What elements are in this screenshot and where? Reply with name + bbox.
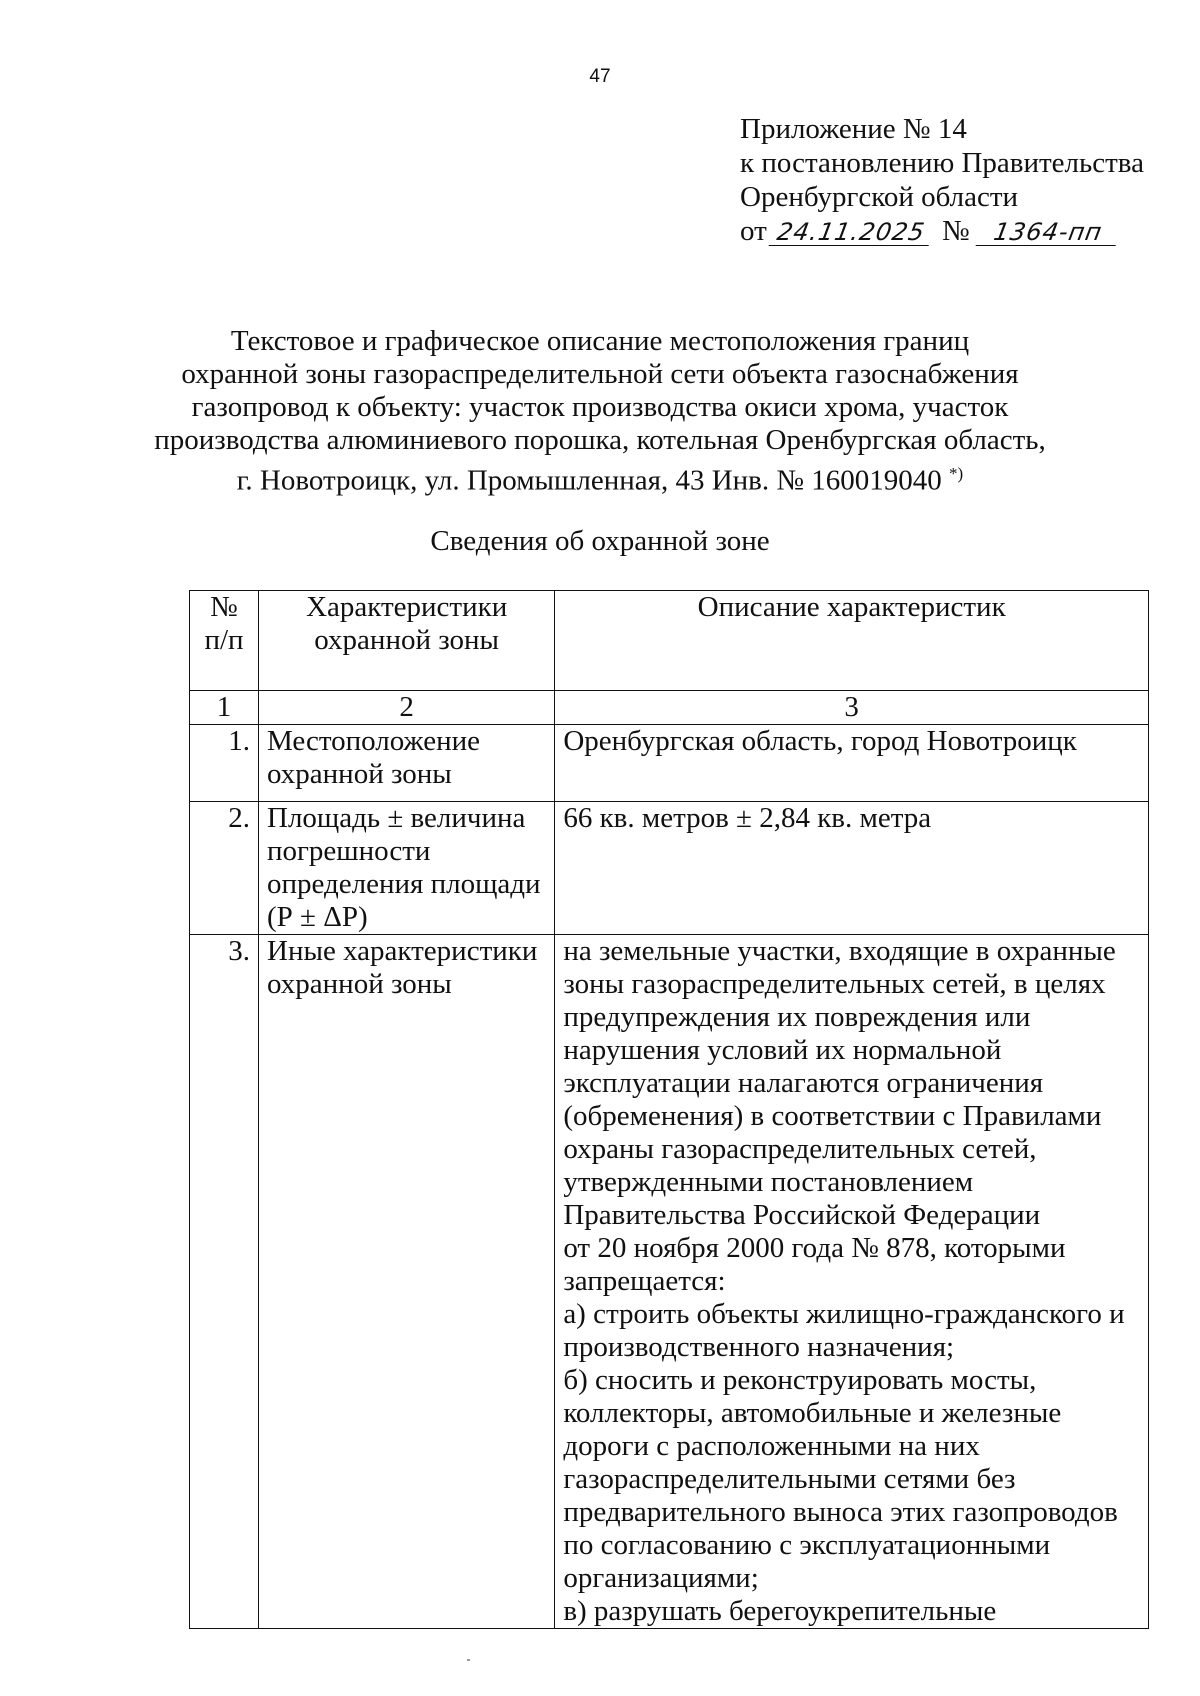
description-line: запрещается: (563, 1265, 726, 1297)
row-characteristic (259, 725, 555, 802)
appendix-header (740, 112, 1144, 248)
description-line: эксплуатации налагаются ограничения (563, 1067, 1044, 1099)
page-number: 47 (589, 66, 611, 87)
header-cell-characteristics (259, 591, 555, 691)
row-index: 2. (190, 802, 259, 935)
description-line: производственного назначения; (563, 1331, 955, 1363)
from-label: от (740, 215, 767, 247)
row-description (555, 802, 1149, 935)
appendix-line-1: Приложение № 14 (740, 113, 967, 145)
table-row (190, 935, 1149, 1629)
header-c1-line: п/п (204, 624, 244, 656)
appendix-line-3: Оренбургской области (740, 181, 1019, 213)
characteristic-line: Иные характеристики (267, 935, 538, 967)
header-cell-number (190, 591, 259, 691)
row-description (555, 725, 1149, 802)
table-row (190, 725, 1149, 802)
characteristic-line: охранной зоны (267, 758, 452, 790)
description-line: дороги с расположенными на них (563, 1430, 980, 1462)
characteristic-line: определения площади (267, 868, 541, 900)
description-line: Оренбургская область, город Новотроицк (563, 725, 1077, 757)
description-line: по согласованию с эксплуатационными (563, 1529, 1051, 1561)
description-line: нарушения условий их нормальной (563, 1034, 1002, 1066)
table-row (190, 802, 1149, 935)
header-c1-line: № (210, 591, 238, 623)
description-line: на земельные участки, входящие в охранные (563, 935, 1116, 967)
row-index: 1. (190, 725, 259, 802)
description-line: организациями; (563, 1562, 759, 1594)
handwritten-number: 1364-пп (975, 219, 1120, 246)
table-header-row (190, 591, 1149, 691)
description-line: б) сносить и реконструировать мосты, (563, 1364, 1037, 1396)
title-line-5-text: г. Новотроицк, ул. Промышленная, 43 Инв. № 160019040 (236, 464, 942, 497)
description-line: от 20 ноября 2000 года № 878, которыми (563, 1232, 1066, 1264)
characteristic-line: Площадь ± величина (267, 802, 526, 834)
header-c2-line: Характеристики (306, 591, 508, 623)
description-line: охраны газораспределительных сетей, (563, 1133, 1037, 1165)
row-characteristic (259, 802, 555, 935)
column-number: 3 (555, 691, 1149, 725)
description-line: (обременения) в соответствии с Правилами (563, 1100, 1102, 1132)
title-line-1: Текстовое и графическое описание местоположения границ (230, 325, 970, 357)
appendix-line-4 (740, 214, 1144, 248)
description-line: предварительного выноса этих газопроводов (563, 1496, 1118, 1528)
scan-speck (467, 1659, 470, 1661)
column-number: 1 (190, 691, 259, 725)
description-line: а) строить объекты жилищно-гражданского и (563, 1298, 1125, 1330)
description-line: Правительства Российской Федерации (563, 1199, 1041, 1231)
protection-zone-table (189, 590, 1149, 1629)
description-line: утвержденными постановлением (563, 1166, 974, 1198)
section-title: Сведения об охранной зоне (430, 525, 770, 557)
description-line: предупреждения их повреждения или (563, 1001, 1031, 1033)
appendix-line-2: к постановлению Правительства (740, 147, 1144, 179)
row-description (555, 935, 1149, 1629)
row-characteristic (259, 935, 555, 1629)
description-line: в) разрушать берегоукрепительные (563, 1595, 997, 1627)
number-label: № (942, 215, 970, 247)
row-index: 3. (190, 935, 259, 1629)
title-line-4: производства алюминиевого порошка, котельная Оренбургская область, (154, 424, 1046, 456)
column-number-row (190, 691, 1149, 725)
characteristic-line: (Р ± ΔР) (267, 901, 368, 933)
title-line-2: охранной зоны газораспределительной сети объекта газоснабжения (181, 358, 1019, 390)
description-line: коллекторы, автомобильные и железные (563, 1397, 1062, 1429)
header-cell-description: Описание характеристик (555, 591, 1149, 691)
column-number: 2 (259, 691, 555, 725)
characteristic-line: Местоположение (267, 725, 480, 757)
footnote-mark: *) (949, 464, 964, 483)
description-line: 66 кв. метров ± 2,84 кв. метра (563, 802, 932, 834)
title-line-5 (150, 457, 1050, 498)
header-c2-line: охранной зоны (314, 624, 500, 656)
document-title (150, 325, 1050, 498)
characteristic-line: погрешности (267, 835, 431, 867)
characteristic-line: охранной зоны (267, 968, 452, 1000)
handwritten-date: 24.11.2025 (768, 219, 933, 246)
title-line-3: газопровод к объекту: участок производства окиси хрома, участок (191, 391, 1009, 423)
description-line: газораспределительными сетями без (563, 1463, 1016, 1495)
description-line: зоны газораспределительных сетей, в целях (563, 968, 1106, 1000)
